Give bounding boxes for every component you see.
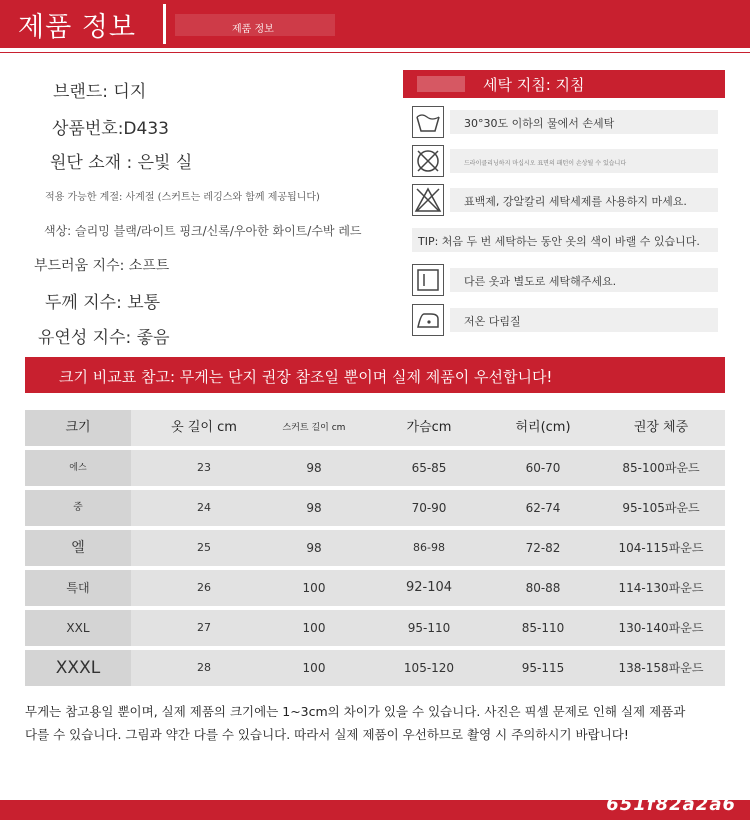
watermark: 651f82a2a6 bbox=[606, 794, 736, 815]
table-header-cell: 가슴cm bbox=[406, 420, 452, 435]
do-not-dry-clean-icon bbox=[412, 145, 444, 177]
wash-text-box bbox=[412, 228, 718, 252]
table-cell: 95-110 bbox=[407, 621, 451, 635]
table-cell: 114-130파운드 bbox=[618, 581, 704, 595]
table-cell: 23 bbox=[197, 461, 211, 474]
table-cell: 104-115파운드 bbox=[618, 541, 704, 555]
wash-text-box bbox=[450, 188, 718, 212]
table-header-cell: 크기 bbox=[65, 420, 91, 435]
table-cell: XXXL bbox=[55, 658, 101, 678]
table-cell: 100 bbox=[302, 621, 326, 635]
header-underline bbox=[0, 52, 750, 53]
wash-text-box bbox=[450, 110, 718, 134]
wash-text: 다른 옷과 별도로 세탁해주세요. bbox=[464, 275, 617, 288]
table-cell: 60-70 bbox=[525, 461, 561, 475]
table-cell: 85-100파운드 bbox=[622, 461, 700, 475]
wash-text: 30°30도 이하의 물에서 손세탁 bbox=[464, 117, 615, 130]
wash-text: TIP: 처음 두 번 세탁하는 동안 옷의 색이 바랠 수 있습니다. bbox=[418, 235, 700, 248]
table-header-cell: 허리(cm) bbox=[515, 420, 571, 435]
table-cell: 92-104 bbox=[405, 580, 453, 595]
table-cell: 100 bbox=[302, 661, 326, 675]
product-item-number: 상품번호:D433 bbox=[52, 119, 169, 139]
wash-title: 세탁 지침: 지침 bbox=[483, 76, 585, 94]
table-row bbox=[25, 490, 725, 526]
table-cell: 80-88 bbox=[525, 581, 561, 595]
product-season: 적용 가능한 계절: 사계절 (스커트는 레깅스와 함께 제공됩니다) bbox=[45, 192, 320, 203]
low-iron-icon bbox=[412, 304, 444, 336]
size-chart-note: 크기 비교표 참고: 무게는 단지 권장 참조일 뿐이며 실제 제품이 우선합니다! bbox=[59, 368, 553, 386]
wash-text-box bbox=[450, 149, 718, 173]
table-cell: 95-105파운드 bbox=[622, 501, 700, 515]
wash-text-box bbox=[450, 268, 718, 292]
table-header-cell: 권장 체중 bbox=[633, 420, 689, 435]
table-cell: 95-115 bbox=[521, 661, 565, 675]
table-cell: 중 bbox=[73, 502, 83, 513]
table-cell: 62-74 bbox=[525, 501, 561, 515]
table-cell: 98 bbox=[306, 541, 322, 555]
wash-text: 저온 다림질 bbox=[464, 315, 521, 328]
table-cell: 86-98 bbox=[413, 541, 445, 554]
table-cell: 70-90 bbox=[411, 501, 447, 515]
do-not-bleach-icon bbox=[412, 184, 444, 216]
table-cell: 25 bbox=[197, 541, 211, 554]
table-cell: 엘 bbox=[71, 540, 85, 556]
table-cell: 105-120 bbox=[403, 661, 455, 675]
header-divider bbox=[163, 4, 166, 44]
table-cell: 100 bbox=[302, 581, 326, 595]
wash-text-box bbox=[450, 308, 718, 332]
size-disclaimer-line: 다를 수 있습니다. 그림과 약간 다를 수 있습니다. 따라서 실제 제품이 우선하므로 촬영 시 주의하시기 바랍니다! bbox=[25, 727, 629, 742]
wash-header-decor bbox=[417, 76, 465, 92]
table-cell: 26 bbox=[197, 581, 211, 594]
table-header-row bbox=[25, 410, 725, 446]
table-row bbox=[25, 450, 725, 486]
table-cell: XXL bbox=[66, 621, 90, 635]
product-colors: 색상: 슬리밍 블랙/라이트 핑크/신록/우아한 화이트/수박 레드 bbox=[44, 224, 362, 238]
table-cell: 에스 bbox=[69, 463, 87, 473]
product-elasticity: 유연성 지수: 좋음 bbox=[38, 328, 170, 348]
table-header-cell: 옷 길이 cm bbox=[171, 420, 237, 435]
size-disclaimer-line: 무게는 참고용일 뿐이며, 실제 제품의 크기에는 1~3cm의 차이가 있을 수 있습니다. 사진은 픽셀 문제로 인해 실제 제품과 bbox=[25, 704, 686, 719]
table-row bbox=[25, 610, 725, 646]
table-cell: 28 bbox=[197, 661, 211, 674]
table-cell: 24 bbox=[197, 501, 211, 514]
hand-wash-icon bbox=[412, 106, 444, 138]
table-row bbox=[25, 570, 725, 606]
table-cell: 98 bbox=[306, 461, 322, 475]
product-fabric: 원단 소재 : 은빛 실 bbox=[50, 153, 193, 173]
product-thickness: 두께 지수: 보통 bbox=[45, 293, 161, 313]
wash-text: 표백제, 강알칼리 세탁세제를 사용하지 마세요. bbox=[464, 195, 687, 208]
size-disclaimer bbox=[25, 700, 725, 746]
header-bar bbox=[0, 0, 750, 48]
table-cell: 특대 bbox=[66, 581, 90, 595]
table-cell: 65-85 bbox=[411, 461, 447, 475]
wash-separately-icon bbox=[412, 264, 444, 296]
table-cell: 72-82 bbox=[525, 541, 561, 555]
table-cell: 85-110 bbox=[521, 621, 565, 635]
table-cell: 27 bbox=[197, 621, 211, 634]
wash-text: 드라이클리닝하지 마십시오 표면의 패턴이 손상될 수 있습니다 bbox=[464, 160, 627, 167]
wash-header bbox=[403, 70, 725, 98]
size-chart-banner bbox=[25, 357, 725, 393]
product-brand: 브랜드: 디지 bbox=[53, 82, 147, 102]
table-cell: 130-140파운드 bbox=[618, 621, 704, 635]
table-row bbox=[25, 530, 725, 566]
table-header-cell: 스커트 길이 cm bbox=[282, 423, 346, 433]
header-subtitle: 제품 정보 bbox=[232, 24, 274, 35]
table-row bbox=[25, 650, 725, 686]
table-cell: 138-158파운드 bbox=[618, 661, 704, 675]
product-softness: 부드러움 지수: 소프트 bbox=[34, 258, 170, 274]
page-title: 제품 정보 bbox=[18, 12, 136, 43]
table-cell: 98 bbox=[306, 501, 322, 515]
